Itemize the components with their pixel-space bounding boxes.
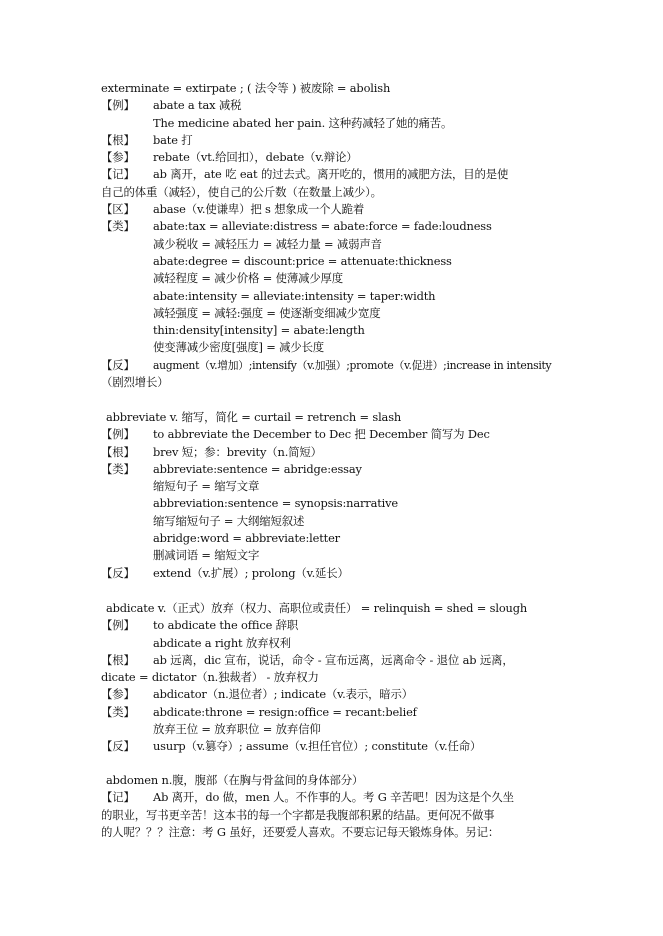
- section-tag: 【类】: [101, 461, 135, 476]
- entry-line: [101, 236, 571, 253]
- entry-line: [101, 115, 571, 132]
- section-tag: 【类】: [101, 219, 135, 234]
- section-text: abate a tax 减税: [153, 98, 242, 113]
- entry-line: [101, 426, 571, 443]
- entry-line: [101, 166, 571, 183]
- section-tag: 【反】: [101, 739, 135, 754]
- section-text: The medicine abated her pain. 这种药减轻了她的痛苦。: [153, 115, 453, 130]
- section-tag: 【记】: [101, 167, 135, 182]
- section-tag: 【根】: [101, 132, 135, 147]
- entry-line: [101, 789, 571, 806]
- section-tag: 【根】: [101, 444, 135, 459]
- entry-line: [101, 669, 571, 686]
- headword-text: abdicate v.（正式）放弃（权力、高职位或责任） = relinquish = shed = slough: [106, 601, 528, 615]
- section-text: brev 短；参：brevity（n.简短）: [153, 444, 322, 459]
- entry-line: [101, 807, 571, 824]
- entry-line: [101, 305, 571, 322]
- entry-abate: [101, 80, 571, 391]
- entry-line: [101, 686, 571, 703]
- entry-line: [101, 97, 571, 114]
- section-text: rebate（vt.给回扣），debate（v.辩论）: [153, 150, 358, 165]
- entry-line: [101, 495, 571, 512]
- section-tag: 【参】: [101, 150, 135, 165]
- entry-headword-line: [101, 409, 571, 426]
- section-text: extend（v.扩展）; prolong（v.延长）: [153, 565, 349, 580]
- entry-line: [101, 184, 571, 201]
- section-text: abridge:word = abbreviate:letter: [153, 531, 340, 546]
- section-tag: 【记】: [101, 790, 135, 805]
- entry-line: [101, 478, 571, 495]
- section-text: （剧烈增长）: [101, 375, 169, 390]
- section-text: 减轻程度 = 减少价格 = 使薄减少厚度: [153, 271, 344, 286]
- section-text: 放弃王位 = 放弃职位 = 放弃信仰: [153, 722, 321, 737]
- entry-line: [101, 374, 571, 391]
- section-text: 的人呢？？？注意：考 G 虽好，还要爱人喜欢。不要忘记每天锻炼身体。另记：: [101, 824, 500, 839]
- section-text: dicate = dictator（n.独裁者） - 放弃权力: [101, 670, 319, 685]
- entry-headword-line: [101, 600, 571, 617]
- entry-line: [101, 530, 571, 547]
- entry-line: [101, 357, 571, 374]
- entry-line: [101, 652, 571, 669]
- section-text: abbreviation:sentence = synopsis:narrative: [153, 496, 399, 511]
- section-text: abdicate a right 放弃权利: [153, 635, 291, 650]
- entry-line: [101, 201, 571, 218]
- entry-line: [101, 461, 571, 478]
- section-text: 缩写缩短句子 = 大纲缩短叙述: [153, 513, 305, 528]
- entry-line: [101, 738, 571, 755]
- entry-headword-line: [101, 772, 571, 789]
- entry-line: [101, 444, 571, 461]
- entry-line: [101, 288, 571, 305]
- entry-line: [101, 617, 571, 634]
- section-text: ab 远离，dic 宣布，说话，命令 - 宣布远离，远离命令 - 退位 ab 远离，: [153, 652, 514, 667]
- section-tag: 【类】: [101, 704, 135, 719]
- entry-headword-line: [101, 80, 571, 97]
- section-text: ab 离开，ate 吃 eat 的过去式。离开吃的，惯用的减肥方法，目的是使: [153, 167, 509, 182]
- section-tag: 【例】: [101, 618, 135, 633]
- headword-text: abbreviate v. 缩写，简化 = curtail = retrench = slash: [106, 410, 402, 424]
- entry-line: [101, 149, 571, 166]
- section-text: abate:intensity = alleviate:intensity = taper:width: [153, 288, 436, 303]
- section-text: abdicator（n.退位者）; indicate（v.表示，暗示）: [153, 687, 414, 702]
- section-text: Ab 离开，do 做，men 人。不作事的人。考 G 辛苦吧！因为这是个久坐: [153, 790, 514, 805]
- entry-line: [101, 824, 571, 841]
- section-text: abdicate:throne = resign:office = recant:belief: [153, 704, 417, 719]
- entry-abdomen: [101, 772, 571, 841]
- headword-text: exterminate = extirpate ; ( 法令等 ) 被废除 = abolish: [101, 81, 391, 95]
- section-text: thin:density[intensity] = abate:length: [153, 323, 365, 338]
- section-text: to abbreviate the December to Dec 把 December 简写为 Dec: [153, 427, 490, 442]
- entry-line: [101, 721, 571, 738]
- section-text: 减少税收 = 减轻压力 = 减轻力量 = 减弱声音: [153, 236, 382, 251]
- section-text: abate:degree = discount:price = attenuate:thickness: [153, 253, 452, 268]
- entry-line: [101, 218, 571, 235]
- section-tag: 【反】: [101, 565, 135, 580]
- section-text: 使变薄减少密度[强度] = 减少长度: [153, 340, 325, 355]
- entry-line: [101, 339, 571, 356]
- section-text: 自己的体重（减轻），使自己的公斤数（在数量上减少）。: [101, 184, 382, 199]
- section-tag: 【反】: [101, 357, 135, 372]
- entry-line: [101, 253, 571, 270]
- entry-line: [101, 704, 571, 721]
- section-text: 减轻强度 = 减轻:强度 = 使逐渐变细减少宽度: [153, 305, 381, 320]
- entry-line: [101, 547, 571, 564]
- section-text: augment（v.增加）;intensify（v.加强）;promote（v.促进）;increase in intensity: [153, 358, 552, 372]
- section-tag: 【根】: [101, 652, 135, 667]
- section-text: to abdicate the office 辞职: [153, 618, 299, 633]
- section-text: 缩短句子 = 缩写文章: [153, 479, 260, 494]
- entry-line: [101, 322, 571, 339]
- section-text: 的职业，写书更辛苦！这本书的每一个字都是我腹部积累的结晶。更何况不做事: [101, 807, 495, 822]
- entry-line: [101, 565, 571, 582]
- section-text: usurp（v.篡夺）; assume（v.担任官位）; constitute（v.任命）: [153, 739, 482, 754]
- section-tag: 【参】: [101, 687, 135, 702]
- section-text: abate:tax = alleviate:distress = abate:force = fade:loudness: [153, 219, 492, 234]
- section-text: abase（v.使谦卑）把 s 想象成一个人跪着: [153, 202, 365, 217]
- section-tag: 【区】: [101, 202, 135, 217]
- entry-line: [101, 635, 571, 652]
- section-text: abbreviate:sentence = abridge:essay: [153, 461, 362, 476]
- section-tag: 【例】: [101, 98, 135, 113]
- entry-line: [101, 132, 571, 149]
- section-tag: 【例】: [101, 427, 135, 442]
- entry-abbreviate: [101, 409, 571, 582]
- section-text: 删减词语 = 缩短文字: [153, 548, 260, 563]
- headword-text: abdomen n.腹，腹部（在胸与骨盆间的身体部分）: [106, 773, 364, 787]
- entry-line: [101, 270, 571, 287]
- entry-abdicate: [101, 600, 571, 756]
- entry-line: [101, 513, 571, 530]
- section-text: bate 打: [153, 132, 193, 147]
